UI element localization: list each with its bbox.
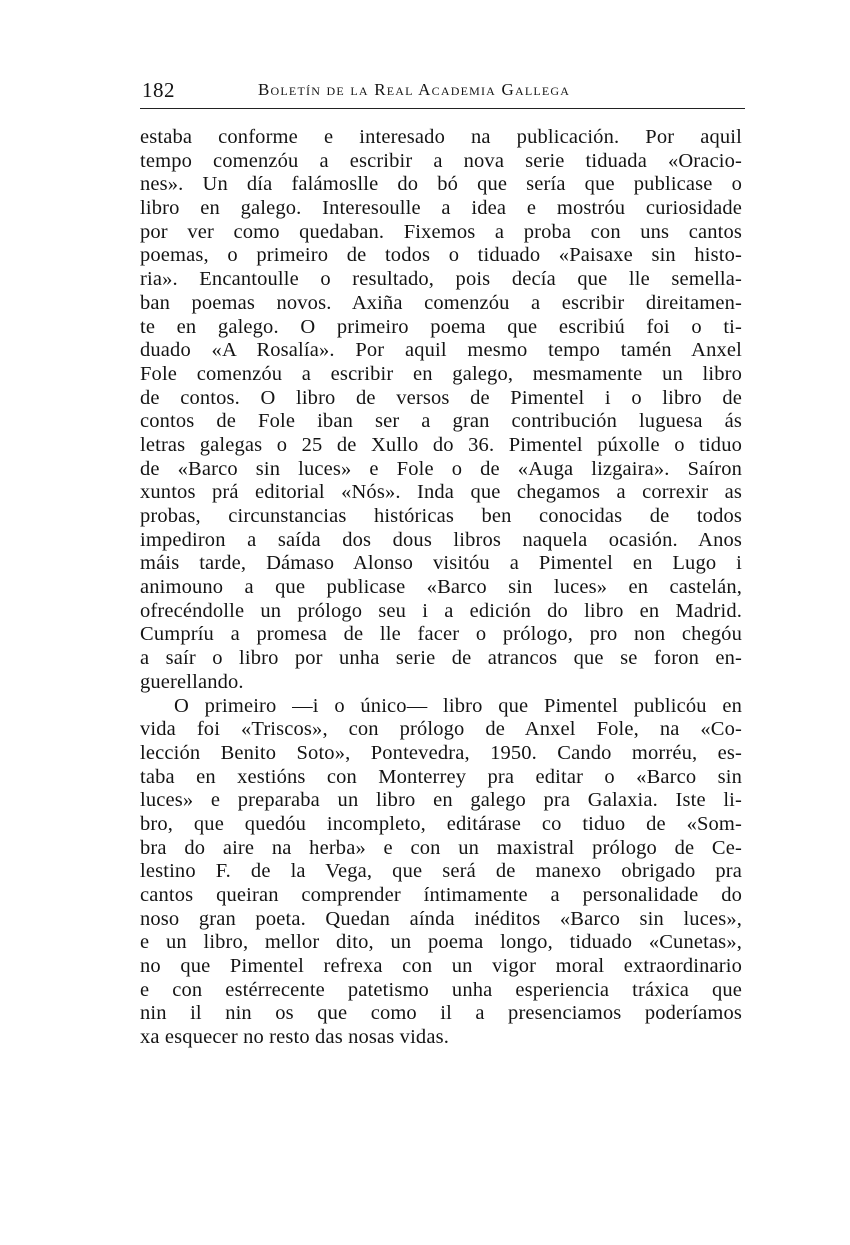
text-line: tempo comenzóu a escribir a nova serie tiduada «Oracio- xyxy=(140,149,742,172)
text-line: probas, circunstancias históricas ben conocidas de todos xyxy=(140,505,742,527)
text-line: ria». Encantoulle o resultado, pois decía que lle semella- xyxy=(140,268,742,291)
text-line: máis tarde, Dámaso Alonso visitóu a Pimentel en Lugo i xyxy=(140,552,742,575)
text-line: por ver como quedaban. Fixemos a proba con uns cantos xyxy=(140,220,742,243)
text-line: contos de Fole iban ser a gran contribución luguesa ás xyxy=(140,410,742,433)
text-line: estaba conforme e interesado na publicación. Por aquil xyxy=(140,126,742,148)
text-line: animouno a que publicase «Barco sin luces» en castelán, xyxy=(140,576,742,599)
page-header xyxy=(140,78,745,109)
page-number: 182 xyxy=(142,78,175,102)
body-text xyxy=(140,126,742,1050)
text-line: vida foi «Triscos», con prólogo de Anxel Fole, na «Co- xyxy=(140,718,742,741)
text-line: lección Benito Soto», Pontevedra, 1950. Cando morréu, es- xyxy=(140,741,742,764)
text-line: impediron a saída dos dous libros naquela ocasión. Anos xyxy=(140,528,742,551)
paragraph xyxy=(140,126,742,695)
paragraph xyxy=(140,695,742,1050)
text-line: te en galego. O primeiro poema que escribiú foi o ti- xyxy=(140,315,742,338)
text-line: ofrecéndolle un prólogo seu i a edición do libro en Madrid. xyxy=(140,599,742,622)
text-line: a saír o libro por unha serie de atrancos que se foron en- xyxy=(140,647,742,670)
text-line: bra do aire na herba» e con un maxistral prólogo de Ce- xyxy=(140,836,742,859)
text-line: bro, que quedóu incompleto, editárase co tiduo de «Som- xyxy=(140,812,742,835)
text-line: Cumpríu a promesa de lle facer o prólogo, pro non chegóu xyxy=(140,623,742,646)
text-line: Fole comenzóu a escribir en galego, mesmamente un libro xyxy=(140,362,742,385)
text-line: no que Pimentel refrexa con un vigor moral extraordinario xyxy=(140,955,742,978)
text-line: poemas, o primeiro de todos o tiduado «Paisaxe sin histo- xyxy=(140,244,742,267)
text-line: e con estérrecente patetismo unha esperiencia tráxica que xyxy=(140,978,742,1001)
text-line: xa esquecer no resto das nosas vidas. xyxy=(140,1026,449,1049)
text-line: e un libro, mellor dito, un poema longo, tiduado «Cunetas», xyxy=(140,931,742,954)
text-line: de «Barco sin luces» e Fole o de «Auga lizgaira». Saíron xyxy=(140,457,742,480)
text-line: ban poemas novos. Axiña comenzóu a escribir direitamen- xyxy=(140,291,742,314)
text-line: nes». Un día falámoslle do bó que sería que publicase o xyxy=(140,173,742,196)
text-line: cantos queiran comprender íntimamente a personalidade do xyxy=(140,884,742,906)
text-line: taba en xestións con Monterrey pra editar o «Barco sin xyxy=(140,765,742,788)
text-line: O primeiro —i o único— libro que Pimentel publicóu en xyxy=(174,694,742,717)
text-line: duado «A Rosalía». Por aquil mesmo tempo tamén Anxel xyxy=(140,339,742,362)
text-line: nin il nin os que como il a presenciamos poderíamos xyxy=(140,1002,742,1025)
text-line: lestino F. de la Vega, que será de manexo obrigado pra xyxy=(140,860,742,883)
text-line: noso gran poeta. Quedan aínda inéditos «Barco sin luces», xyxy=(140,907,742,930)
text-line: libro en galego. Interesoulle a idea e mostróu curiosidade xyxy=(140,197,742,220)
text-line: luces» e preparaba un libro en galego pra Galaxia. Iste li- xyxy=(140,789,742,812)
text-line: xuntos prá editorial «Nós». Inda que chegamos a correxir as xyxy=(140,481,742,504)
text-line: guerellando. xyxy=(140,670,244,693)
running-title: Boletín de la Real Academia Gallega xyxy=(258,80,571,99)
text-line: letras galegas o 25 de Xullo do 36. Pimentel púxolle o tiduo xyxy=(140,433,742,456)
text-line: de contos. O libro de versos de Pimentel i o libro de xyxy=(140,386,742,409)
